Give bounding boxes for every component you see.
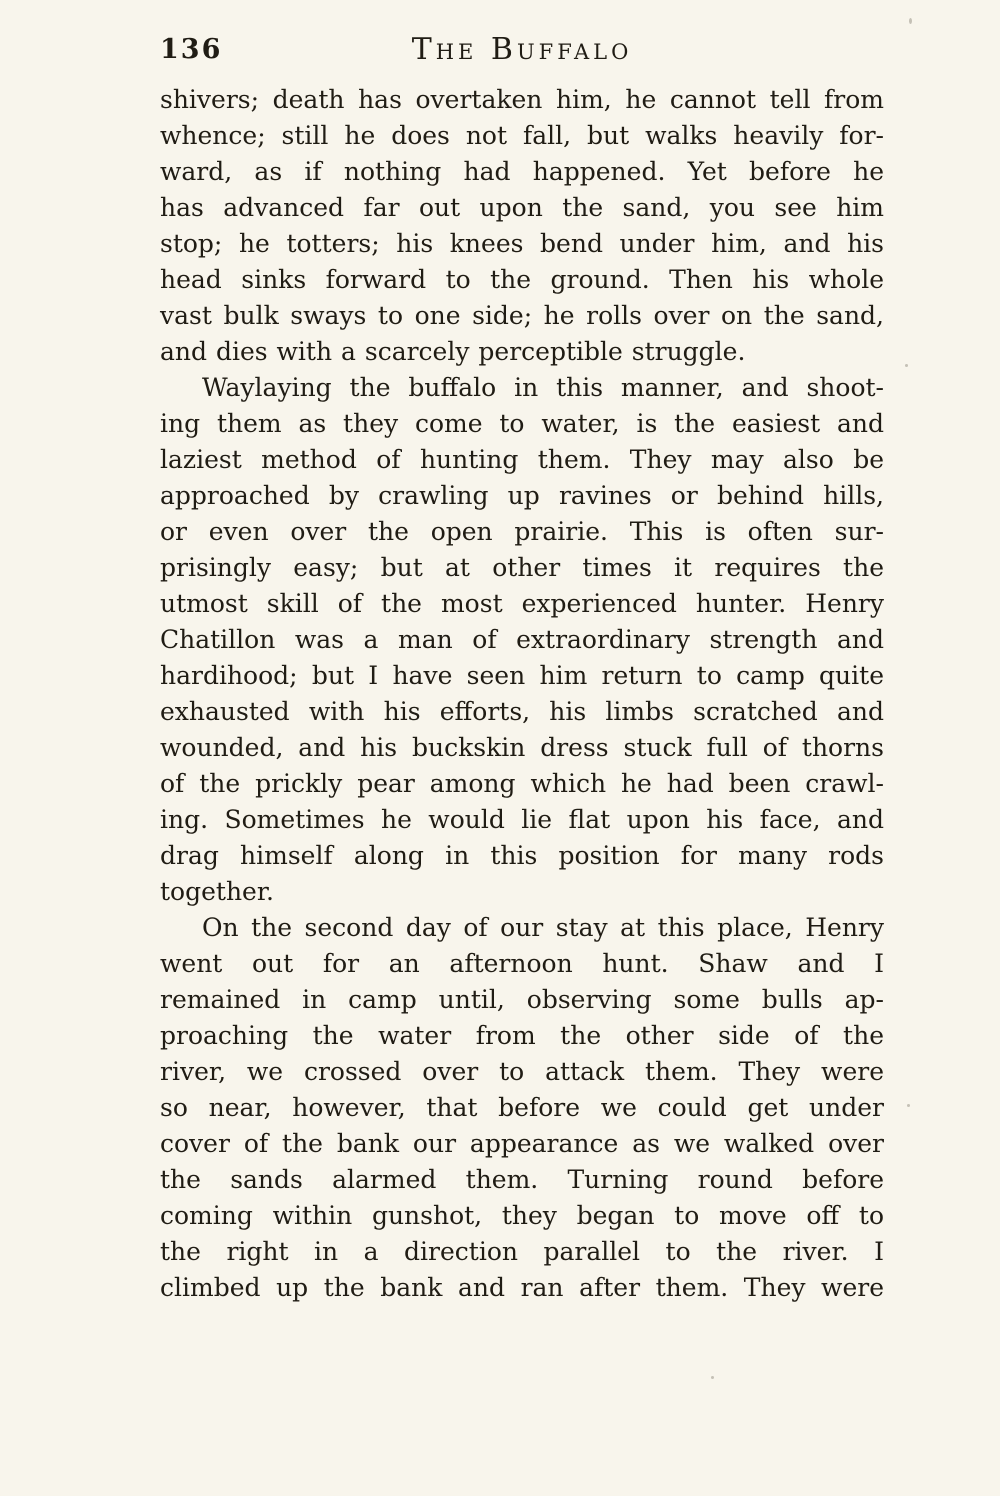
text-line: utmost skill of the most experienced hunter. Henry [160, 589, 884, 618]
text-line: prisingly easy; but at other times it requires the [160, 553, 884, 582]
text-line: approached by crawling up ravines or behind hills, [160, 481, 884, 510]
text-line: has advanced far out upon the sand, you see him [160, 193, 884, 222]
text-line: and dies with a scarcely perceptible struggle. [160, 337, 746, 366]
text-line: remained in camp until, observing some bulls ap- [160, 985, 884, 1014]
text-line: Waylaying the buffalo in this manner, and shoot- [202, 373, 884, 402]
text-line: cover of the bank our appearance as we walked over [160, 1129, 884, 1158]
text-line: or even over the open prairie. This is often sur- [160, 517, 884, 546]
text-line: ward, as if nothing had happened. Yet before he [160, 157, 884, 186]
body-text [160, 82, 884, 1306]
text-line: hardihood; but I have seen him return to camp quite [160, 661, 884, 690]
page-header [160, 28, 884, 72]
scan-speck [905, 364, 908, 367]
text-line: exhausted with his efforts, his limbs scratched and [160, 697, 884, 726]
text-line: went out for an afternoon hunt. Shaw and I [160, 949, 884, 978]
paragraph [160, 82, 884, 370]
text-line: proaching the water from the other side of the [160, 1021, 884, 1050]
text-line: ing. Sometimes he would lie flat upon his face, and [160, 805, 884, 834]
scan-speck [907, 1104, 910, 1107]
text-line: the right in a direction parallel to the river. I [160, 1237, 884, 1266]
text-line: Chatillon was a man of extraordinary strength and [160, 625, 884, 654]
text-line: vast bulk sways to one side; he rolls over on the sand, [160, 301, 884, 330]
text-line: river, we crossed over to attack them. They were [160, 1057, 884, 1086]
text-line: of the prickly pear among which he had been crawl- [160, 769, 884, 798]
text-line: On the second day of our stay at this place, Henry [202, 913, 884, 942]
text-line: ing them as they come to water, is the easiest and [160, 409, 884, 438]
scan-speck [711, 1376, 714, 1379]
text-line: coming within gunshot, they began to move off to [160, 1201, 884, 1230]
text-line: drag himself along in this position for many rods [160, 841, 884, 870]
text-line: laziest method of hunting them. They may also be [160, 445, 884, 474]
running-header: The Buffalo [411, 32, 633, 67]
text-line: climbed up the bank and ran after them. They were [160, 1273, 884, 1302]
paragraph [160, 370, 884, 910]
text-line: the sands alarmed them. Turning round before [160, 1165, 884, 1194]
scan-speck [909, 18, 912, 24]
text-line: wounded, and his buckskin dress stuck full of thorns [160, 733, 884, 762]
text-line: whence; still he does not fall, but walks heavily for- [160, 121, 884, 150]
page-number: 136 [160, 34, 223, 65]
text-line: so near, however, that before we could get under [160, 1093, 884, 1122]
paragraph [160, 910, 884, 1306]
text-line: together. [160, 877, 274, 906]
text-line: stop; he totters; his knees bend under him, and his [160, 229, 884, 258]
text-line: shivers; death has overtaken him, he cannot tell from [160, 85, 884, 114]
text-line: head sinks forward to the ground. Then his whole [160, 265, 884, 294]
